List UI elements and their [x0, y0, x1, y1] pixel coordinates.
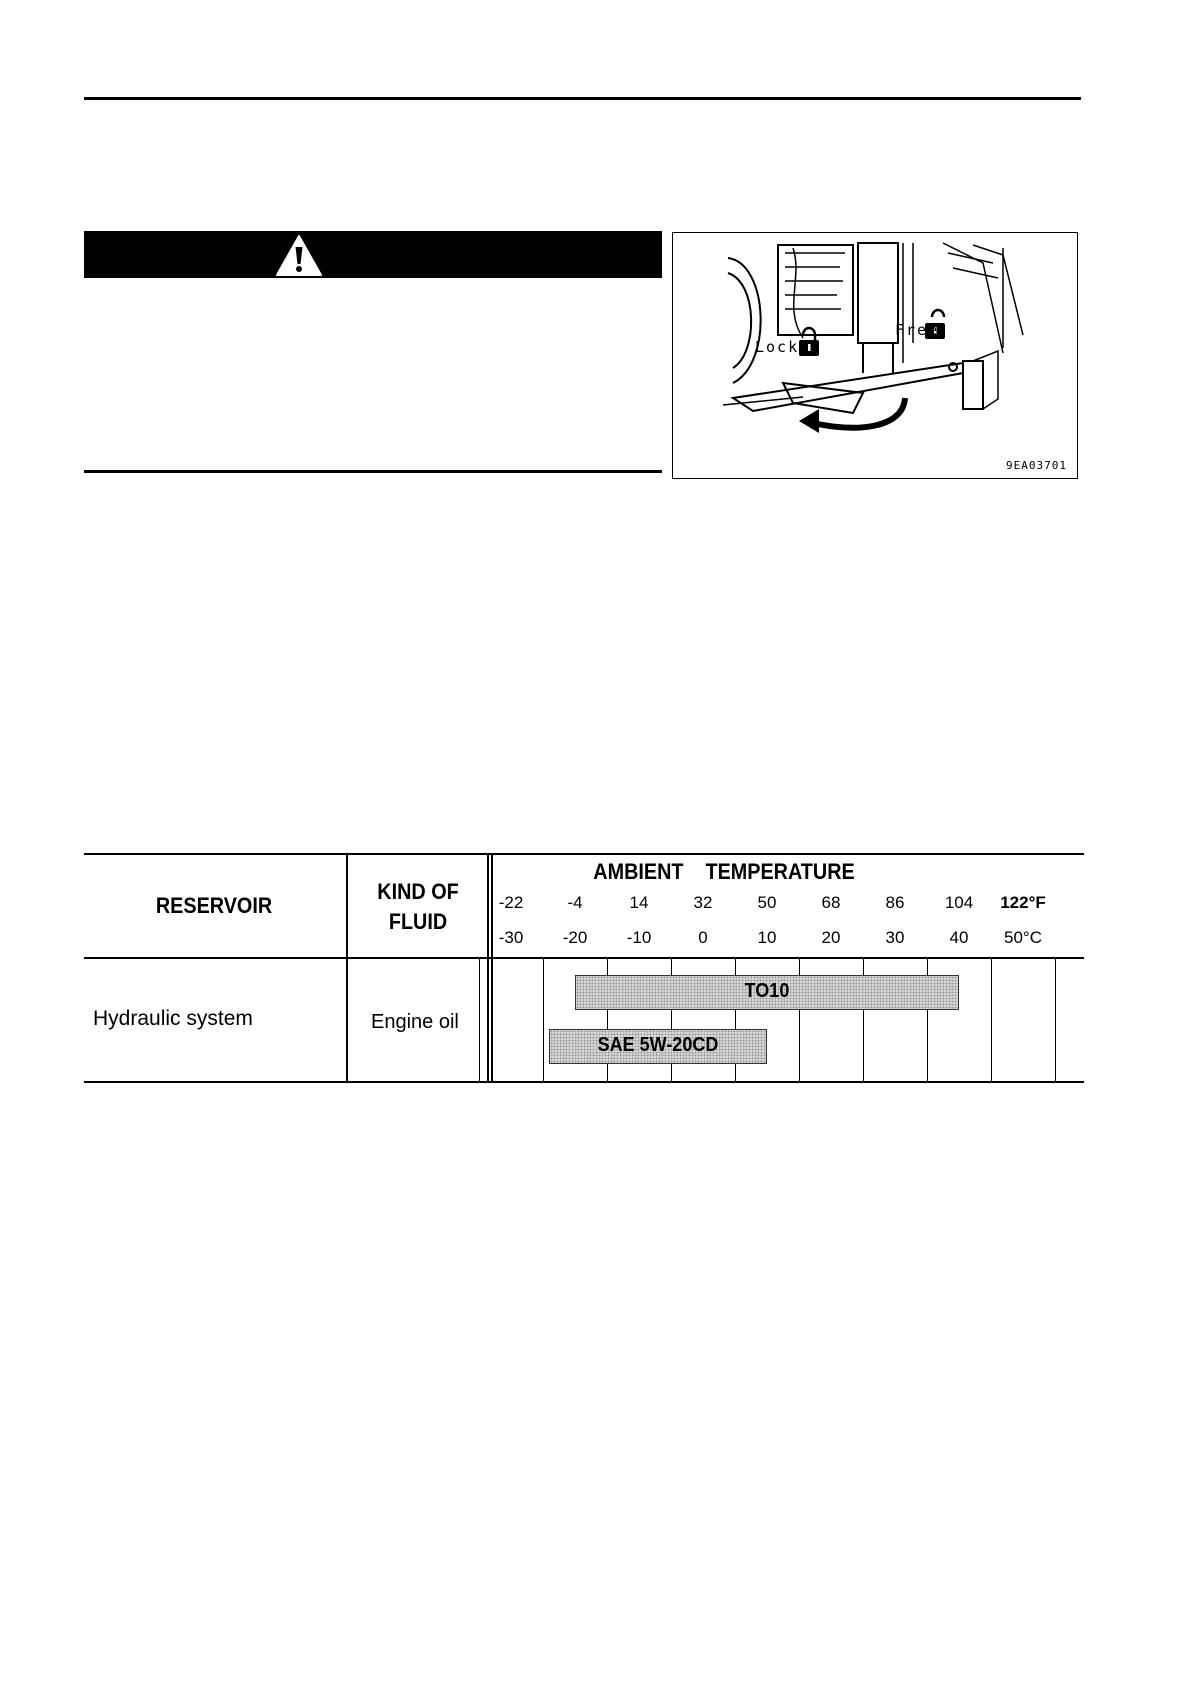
celsius-tick: 20: [821, 928, 841, 947]
fahrenheit-tick: 122°F: [1000, 893, 1046, 912]
table-bottom-rule: [84, 1081, 1084, 1083]
celsius-tick: -10: [626, 928, 652, 947]
free-label: Free: [895, 321, 940, 339]
fahrenheit-tick: 86: [885, 893, 905, 912]
top-rule: [84, 97, 1081, 100]
fahrenheit-tick: 32: [693, 893, 713, 912]
grid-line: [543, 957, 544, 1081]
ambient-temperature-header: AMBIENT TEMPERATURE: [593, 859, 855, 884]
temperature-range-label: TO10: [744, 980, 790, 1002]
table-header-rule: [84, 957, 1084, 959]
fahrenheit-tick: 50: [757, 893, 777, 912]
warning-bar: [84, 231, 662, 278]
figure-code: 9EA03701: [1006, 459, 1067, 472]
celsius-tick: 0: [698, 928, 708, 947]
lock-label: Lock: [755, 338, 800, 356]
warning-bottom-rule: [84, 470, 662, 473]
temperature-table: [84, 853, 1084, 1083]
reservoir-cell: Hydraulic system: [93, 1007, 253, 1030]
fahrenheit-tick: -4: [567, 893, 583, 912]
reservoir-header: RESERVOIR: [155, 893, 273, 918]
fahrenheit-tick: 14: [629, 893, 649, 912]
kind-of-fluid-header-line2: FLUID: [388, 909, 448, 934]
machine-figure: [672, 232, 1078, 479]
grid-line: [991, 957, 992, 1081]
grid-line: [1055, 957, 1056, 1081]
fahrenheit-tick: 104: [944, 893, 974, 912]
celsius-tick: 30: [885, 928, 905, 947]
celsius-tick: -20: [562, 928, 588, 947]
celsius-tick: 10: [757, 928, 777, 947]
col-divider-2: [487, 853, 489, 1082]
celsius-tick: 40: [949, 928, 969, 947]
col-divider-3: [491, 853, 493, 1082]
fluid-cell: Engine oil: [371, 1011, 459, 1033]
grid-line: [479, 957, 480, 1081]
warning-icon: [275, 233, 323, 277]
kind-of-fluid-header-line1: KIND OF: [377, 879, 459, 904]
celsius-tick: -30: [498, 928, 524, 947]
machine-illustration: [673, 233, 1078, 479]
celsius-tick: 50°C: [1004, 928, 1042, 947]
fahrenheit-tick: 68: [821, 893, 841, 912]
temperature-range-label: SAE 5W-20CD: [597, 1034, 719, 1056]
col-divider-1: [346, 853, 348, 1082]
table-top-rule: [84, 853, 1084, 855]
fahrenheit-tick: -22: [498, 893, 524, 912]
